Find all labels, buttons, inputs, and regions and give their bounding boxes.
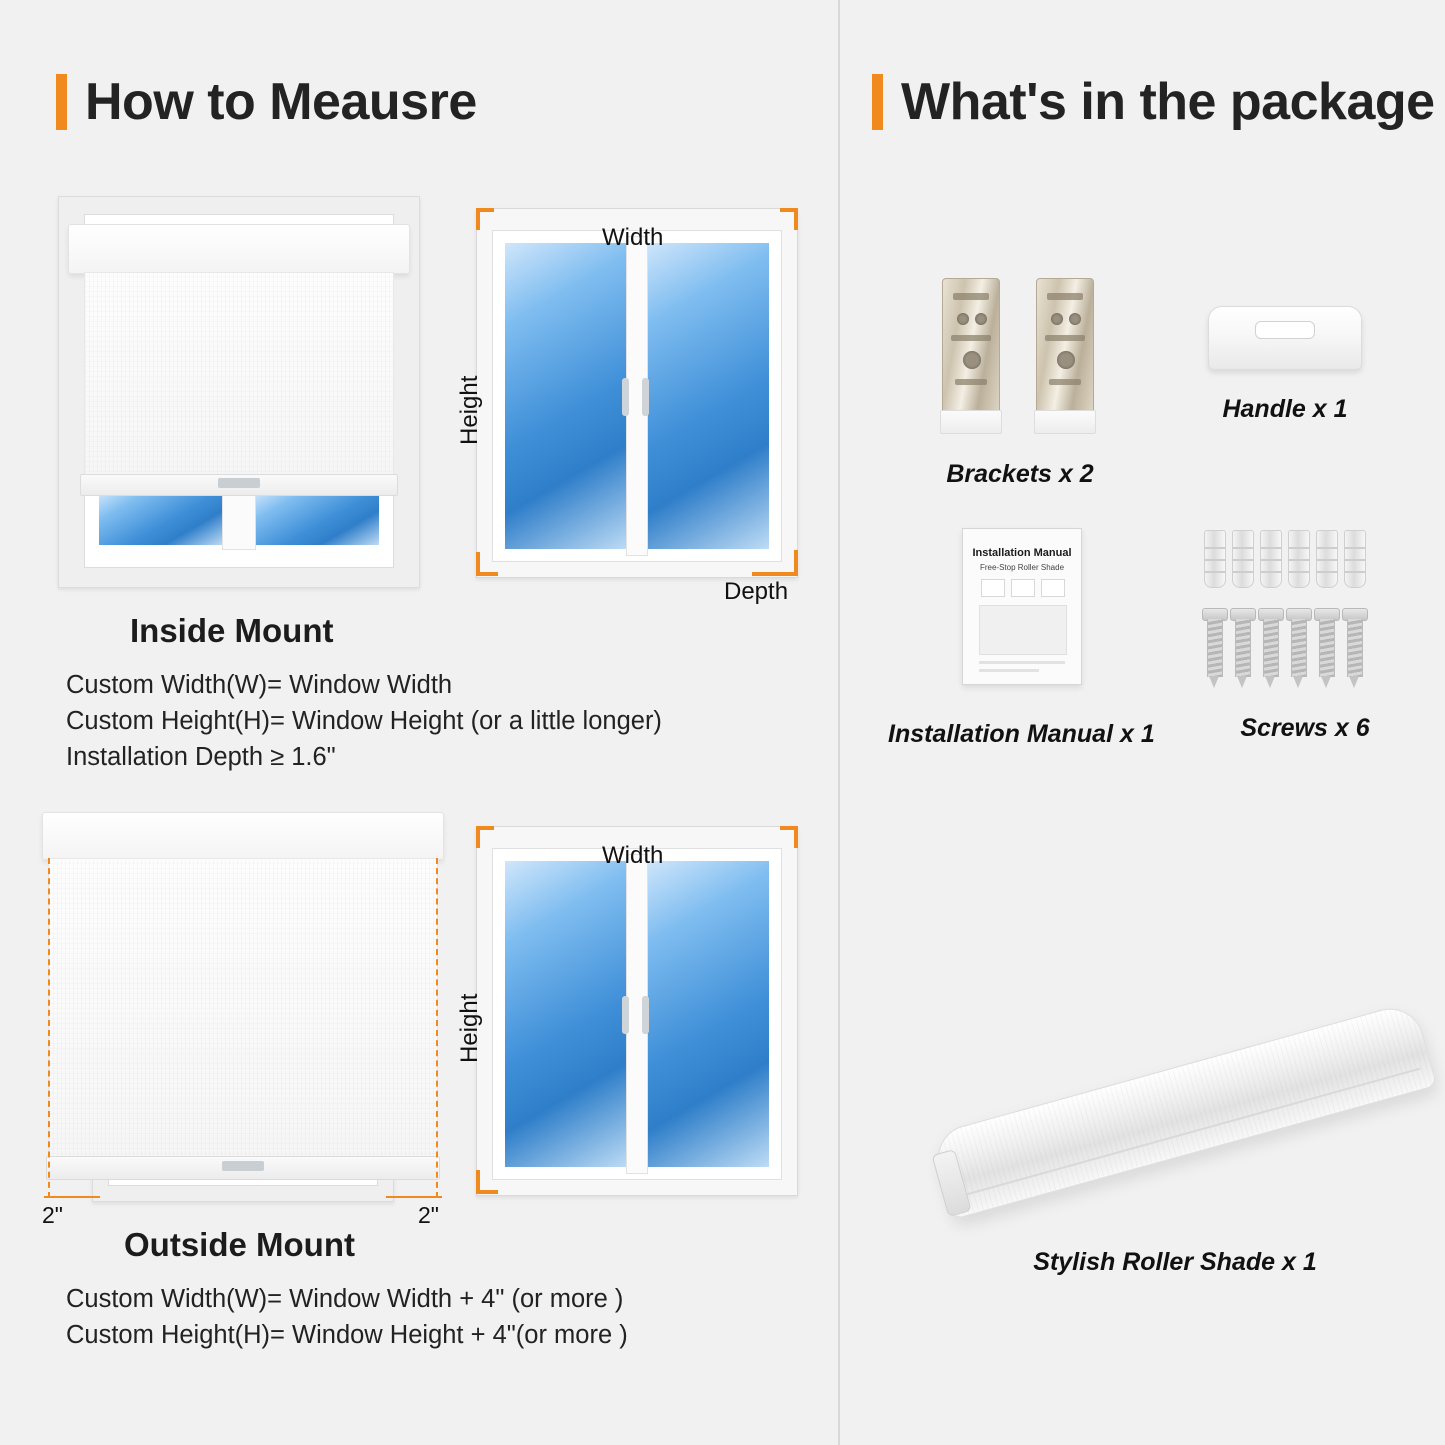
installation-manual-illustration xyxy=(962,528,1082,685)
inside-mount-title: Inside Mount xyxy=(130,612,334,649)
outside-mount-title: Outside Mount xyxy=(124,1226,355,1263)
shade-fabric xyxy=(48,858,438,1160)
wall-anchor-3 xyxy=(1260,530,1282,588)
wall-anchor-6 xyxy=(1344,530,1366,588)
overhang-guide-left xyxy=(48,858,50,1198)
window-handle-right xyxy=(642,378,649,416)
window-handle-left xyxy=(622,996,629,1034)
shade-fabric xyxy=(84,272,394,478)
roller-shade-label: Stylish Roller Shade x 1 xyxy=(1033,1248,1317,1276)
measure-mark-left-top xyxy=(476,208,480,230)
depth-label: Depth xyxy=(724,578,789,605)
left-section-heading xyxy=(56,72,477,132)
window-handle-right xyxy=(642,996,649,1034)
measure-mark-left-top xyxy=(476,826,480,848)
measure-mark-depth xyxy=(752,572,798,576)
bracket-2-foot xyxy=(1034,410,1096,434)
roller-shade-illustration xyxy=(930,996,1445,1270)
width-label: Width xyxy=(602,842,664,869)
wall-anchor-4 xyxy=(1288,530,1310,588)
handle-label: Handle x 1 xyxy=(1222,395,1348,423)
width-label: Width xyxy=(602,224,664,251)
window-glass-right xyxy=(254,492,380,546)
inside-mount-measure-diagram xyxy=(456,200,812,605)
manual-cover-title: Installation Manual xyxy=(972,547,1072,559)
overhang-label-left: 2" xyxy=(42,1202,63,1228)
window-glass-right xyxy=(644,242,770,550)
left-heading-text: How to Meausre xyxy=(85,73,477,131)
overhang-label-right: 2" xyxy=(418,1202,439,1228)
right-section-heading xyxy=(872,72,1435,132)
bracket-1-foot xyxy=(940,410,1002,434)
outside-mount-measure-diagram xyxy=(456,818,812,1218)
shade-rail-grip xyxy=(222,1161,264,1171)
brackets-label: Brackets x 2 xyxy=(946,460,1094,488)
screws-label: Screws x 6 xyxy=(1240,714,1370,742)
installation-manual-label: Installation Manual x 1 xyxy=(888,720,1155,748)
manual-cover-subtitle: Free-Stop Roller Shade xyxy=(979,563,1065,572)
measure-mark-right-top xyxy=(794,826,798,848)
overhang-tick-right xyxy=(386,1196,442,1198)
shade-valance xyxy=(42,812,444,860)
inside-mount-shade-illustration xyxy=(58,196,418,586)
column-divider xyxy=(838,0,840,1445)
measure-mark-right-top xyxy=(794,208,798,230)
wall-anchor-2 xyxy=(1232,530,1254,588)
wall-anchor-1 xyxy=(1204,530,1226,588)
shade-valance xyxy=(68,224,410,274)
bracket-1 xyxy=(942,278,1000,414)
outside-mount-shade-illustration xyxy=(36,810,446,1228)
shade-rail-grip xyxy=(218,478,260,488)
accent-bar xyxy=(56,74,67,130)
roller-shade-tube xyxy=(930,1001,1437,1220)
inside-spec-1: Custom Width(W)= Window Width xyxy=(66,671,453,699)
inside-spec-2: Custom Height(H)= Window Height (or a little longer) xyxy=(66,707,662,735)
window-glass-left xyxy=(504,242,630,550)
overhang-tick-left xyxy=(44,1196,100,1198)
accent-bar xyxy=(872,74,883,130)
handle-illustration xyxy=(1208,306,1362,370)
window-handle-left xyxy=(622,378,629,416)
measure-mark-left-bottom xyxy=(476,1170,480,1194)
height-label: Height xyxy=(456,993,483,1063)
height-label: Height xyxy=(456,375,483,445)
screws-illustration xyxy=(1200,524,1390,699)
bracket-2 xyxy=(1036,278,1094,414)
wall-anchor-5 xyxy=(1316,530,1338,588)
outside-spec-2: Custom Height(H)= Window Height + 4"(or more ) xyxy=(66,1321,628,1349)
window-glass-left xyxy=(98,492,224,546)
measure-mark-left-bottom xyxy=(476,552,480,576)
handle-notch xyxy=(1255,321,1315,339)
brackets-illustration xyxy=(930,272,1110,452)
window-glass-right xyxy=(644,860,770,1168)
outside-spec-1: Custom Width(W)= Window Width + 4" (or more ) xyxy=(66,1285,624,1313)
window-glass-left xyxy=(504,860,630,1168)
measure-mark-depth-vert xyxy=(794,550,798,576)
overhang-guide-right xyxy=(436,858,438,1198)
right-heading-text: What's in the package xyxy=(901,73,1435,131)
inside-spec-3: Installation Depth ≥ 1.6" xyxy=(66,743,336,771)
